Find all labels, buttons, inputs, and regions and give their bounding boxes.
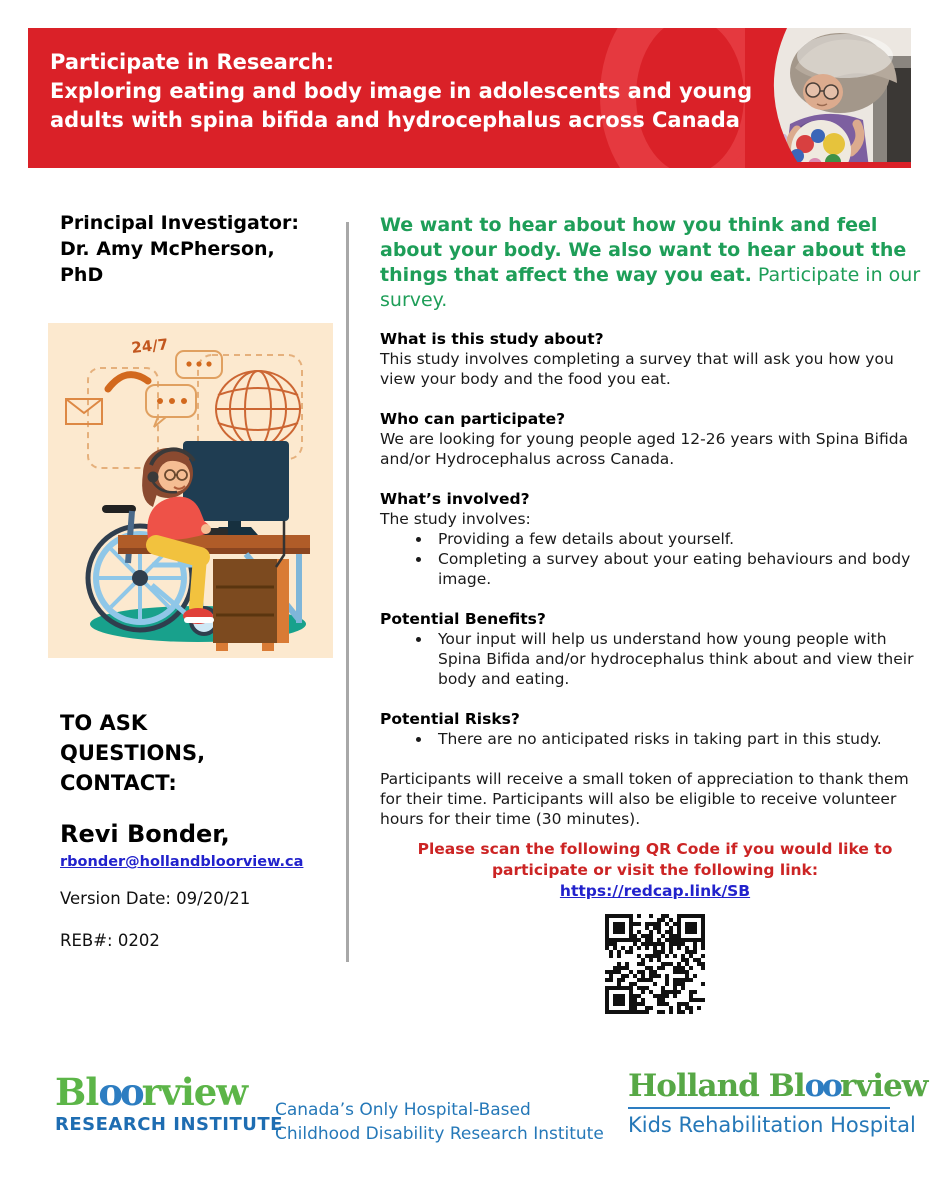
- child-photo: [745, 28, 911, 168]
- contact-heading: TO ASK QUESTIONS, CONTACT:: [60, 711, 206, 795]
- section-bullets: [380, 729, 930, 749]
- qr-prompt-text: Please scan the following QR Code if you would like to participate or visit the following link:: [417, 840, 893, 879]
- intro-paragraph: [380, 213, 930, 313]
- kids-rehabilitation-hospital-label: Kids Rehabilitation Hospital: [628, 1113, 916, 1137]
- section-bullets: [380, 629, 930, 689]
- contact-email-link[interactable]: rbonder@hollandbloorview.ca: [60, 854, 304, 870]
- tagline-line1: Canada’s Only Hospital-Based: [275, 1100, 531, 1120]
- holland-part1: Holland Bl: [628, 1068, 805, 1104]
- section-heading: Potential Risks?: [380, 710, 520, 728]
- tagline-line2: Childhood Disability Research Institute: [275, 1124, 604, 1144]
- qr-code: [601, 910, 709, 1018]
- section-heading: What’s involved?: [380, 490, 530, 508]
- flyer-title-line1: Participate in Research:: [50, 50, 334, 74]
- redcap-link[interactable]: https://redcap.link/SB: [559, 882, 751, 900]
- study-details-column: [380, 213, 930, 1018]
- section-who-can-participate: [380, 409, 930, 469]
- bullet-item: • Completing a survey about your eating behaviours and body image.: [432, 549, 930, 589]
- holland-part2: rview: [839, 1068, 928, 1104]
- holland-oo-symbol: oo: [804, 1068, 840, 1104]
- section-whats-involved: [380, 489, 930, 589]
- footer-tagline: [275, 1098, 604, 1146]
- version-date: Version Date: 09/20/21: [60, 889, 251, 908]
- column-divider: [346, 222, 349, 962]
- flyer-title-line2: Exploring eating and body image in adolescents and young adults with spina bifida and hydrocephalus across Canada: [50, 79, 753, 132]
- contact-name: Revi Bonder,: [60, 820, 230, 848]
- header-banner: [28, 28, 911, 168]
- section-heading: Potential Benefits?: [380, 610, 546, 628]
- holland-bloorview-wordmark: [628, 1068, 928, 1104]
- flyer-title: [50, 48, 760, 135]
- section-bullets: [380, 529, 930, 589]
- bloorview-wordmark: [55, 1072, 283, 1112]
- bullet-item: • Your input will help us understand how young people with Spina Bifida and/or hydrocephalus think about and view their body and eating.: [432, 629, 930, 689]
- reb-number: REB#: 0202: [60, 931, 160, 950]
- bloorview-part1: Bl: [55, 1070, 99, 1114]
- section-potential-risks: [380, 709, 930, 749]
- logo-divider-rule: [628, 1107, 890, 1109]
- bullet-item: • Providing a few details about yourself.: [432, 529, 930, 549]
- section-what-is-this-study: [380, 329, 930, 389]
- badge-24-7: 24/7: [130, 335, 170, 357]
- section-body: This study involves completing a survey that will ask you how you view your body and the food you eat.: [380, 350, 894, 388]
- section-heading: What is this study about?: [380, 330, 604, 348]
- holland-bloorview-logo: [628, 1068, 928, 1137]
- bullet-item: • There are no anticipated risks in taking part in this study.: [432, 729, 930, 749]
- research-institute-label: RESEARCH INSTITUTE: [55, 1114, 283, 1135]
- bloorview-oo-symbol: oo: [98, 1070, 142, 1114]
- section-body: The study involves:: [380, 510, 531, 528]
- intro-bold-text: We want to hear about how you think and feel about your body. We also want to hear about the things that affect the way you eat.: [380, 214, 907, 286]
- section-potential-benefits: [380, 609, 930, 689]
- section-heading: Who can participate?: [380, 410, 566, 428]
- token-of-appreciation-paragraph: Participants will receive a small token of appreciation to thank them for their time. Participants will also be eligible to receive volunteer hours for their time (30 minutes).: [380, 770, 909, 828]
- bloorview-research-institute-logo: [55, 1072, 283, 1135]
- section-body: We are looking for young people aged 12-26 years with Spina Bifida and/or Hydrocephalus across Canada.: [380, 430, 909, 468]
- bloorview-part2: rview: [141, 1070, 248, 1114]
- intro-regular-text: Participate in our survey.: [380, 264, 921, 311]
- principal-investigator-heading: Principal Investigator: Dr. Amy McPherson, PhD: [60, 212, 299, 286]
- wheelchair-computer-illustration: [48, 323, 333, 658]
